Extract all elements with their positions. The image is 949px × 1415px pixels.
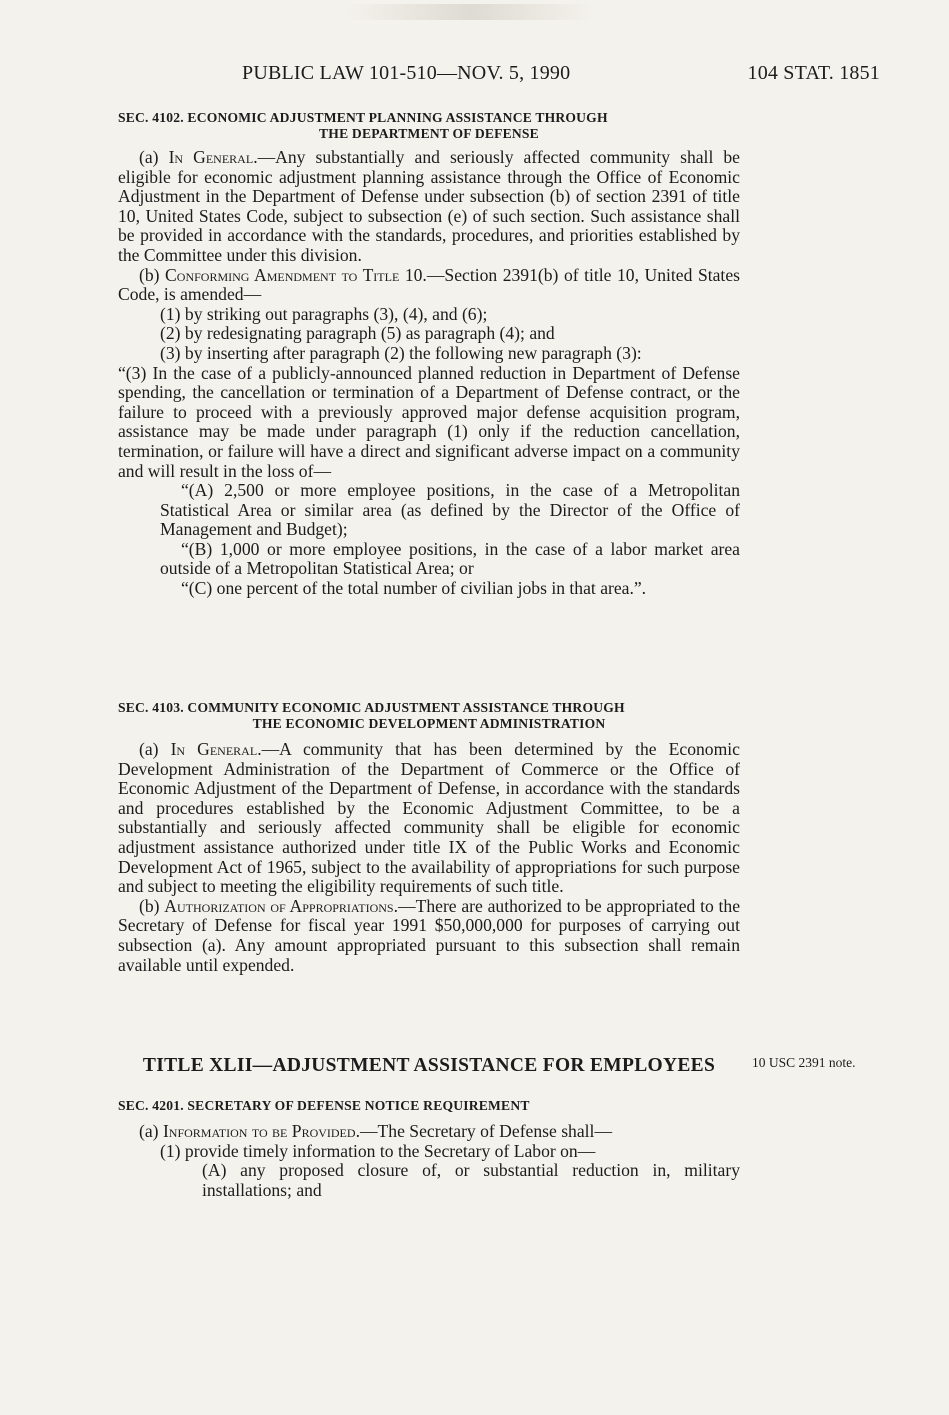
section-4201 xyxy=(118,1098,740,1200)
section-4102-subsection-a: (a) In General.—Any substantially and seriously affected community shall be eligible for economic adjustment planning assistance through the Office of Economic Adjustment in the Department of Defense under subsection (b) of section 2391 of title 10, United States Code, subject to subsection (e) of such section. Such assistance shall be provided in accordance with the standards, procedures, and priorities established by the Committee under this division. xyxy=(118,147,740,265)
amendment-item-3: (3) by inserting after paragraph (2) the following new paragraph (3): xyxy=(160,342,642,363)
notice-item-1: (1) provide timely information to the Secretary of Labor on— xyxy=(160,1140,596,1161)
section-4201-heading: SEC. 4201. SECRETARY OF DEFENSE NOTICE REQUIREMENT xyxy=(118,1098,530,1113)
section-4102 xyxy=(118,110,740,599)
section-4103-subsection-a: (a) In General.—A community that has been determined by the Economic Development Administration of the Department of Commerce or the Office of Economic Adjustment of the Department of Defense, in accordance with the standards and procedures established by the Economic Adjustment Committee, to be a substantially and seriously affected community shall be eligible for economic adjustment assistance authorized under title IX of the Public Works and Economic Development Act of 1965, subject to the availability of appropriations for such purpose and subject to meeting the eligibility requirements of such title. xyxy=(118,739,740,897)
quoted-paragraph-3: “(3) In the case of a publicly-announced planned reduction in Department of Defense spending, the cancellation or termination of a Department of Defense contract, or the failure to proceed with a previously approved major defense acquisition program, assistance may be made under paragraph (1) only if the reduction cancellation, termination, or failure will have a direct and significant adverse impact on a community and will result in the loss of— xyxy=(118,362,740,481)
margin-note: 10 USC 2391 note. xyxy=(752,1055,856,1070)
amendment-item-1: (1) by striking out paragraphs (3), (4), and (6); xyxy=(160,303,488,324)
title-xlii-heading: TITLE XLII—ADJUSTMENT ASSISTANCE FOR EMPLOYEES xyxy=(142,1055,716,1076)
section-4102-heading: SEC. 4102. ECONOMIC ADJUSTMENT PLANNING ASSISTANCE THROUGH THE DEPARTMENT OF DEFENSE xyxy=(118,110,608,141)
page-header xyxy=(118,62,880,90)
section-4103-subsection-b: (b) Authorization of Appropriations.—There are authorized to be appropriated to the Secretary of Defense for fiscal year 1991 $50,000,000 for purposes of carrying out subsection (a). Any amount appropriated pursuant to this subsection shall remain available until expended. xyxy=(118,895,741,975)
section-4201-subsection-a: (a) Information to be Provided.—The Secretary of Defense shall— xyxy=(139,1121,613,1141)
quoted-subparagraph-c: “(C) one percent of the total number of civilian jobs in that area.”. xyxy=(181,578,647,599)
quoted-subparagraph-b: “(B) 1,000 or more employee positions, in the case of a labor market area outside of a Metropolitan Statistical Area; or xyxy=(160,538,740,579)
section-4103-heading: SEC. 4103. COMMUNITY ECONOMIC ADJUSTMENT ASSISTANCE THROUGH THE ECONOMIC DEVELOPMENT ADMINISTRATION xyxy=(118,700,625,731)
law-citation: PUBLIC LAW 101-510—NOV. 5, 1990 xyxy=(242,62,571,84)
quoted-subparagraph-a: “(A) 2,500 or more employee positions, in the case of a Metropolitan Statistical Area or similar area (as defined by the Director of the Office of Management and Budget); xyxy=(160,480,740,540)
amendment-item-2: (2) by redesignating paragraph (5) as paragraph (4); and xyxy=(160,323,555,344)
scan-artifact xyxy=(345,4,595,20)
statute-page-number: 104 STAT. 1851 xyxy=(747,62,880,84)
notice-item-a: (A) any proposed closure of, or substantial reduction in, military installations; and xyxy=(202,1160,740,1200)
section-4102-subsection-b: (b) Conforming Amendment to Title 10.—Section 2391(b) of title 10, United States Code, is amended— xyxy=(118,264,740,305)
section-4103 xyxy=(118,700,740,975)
